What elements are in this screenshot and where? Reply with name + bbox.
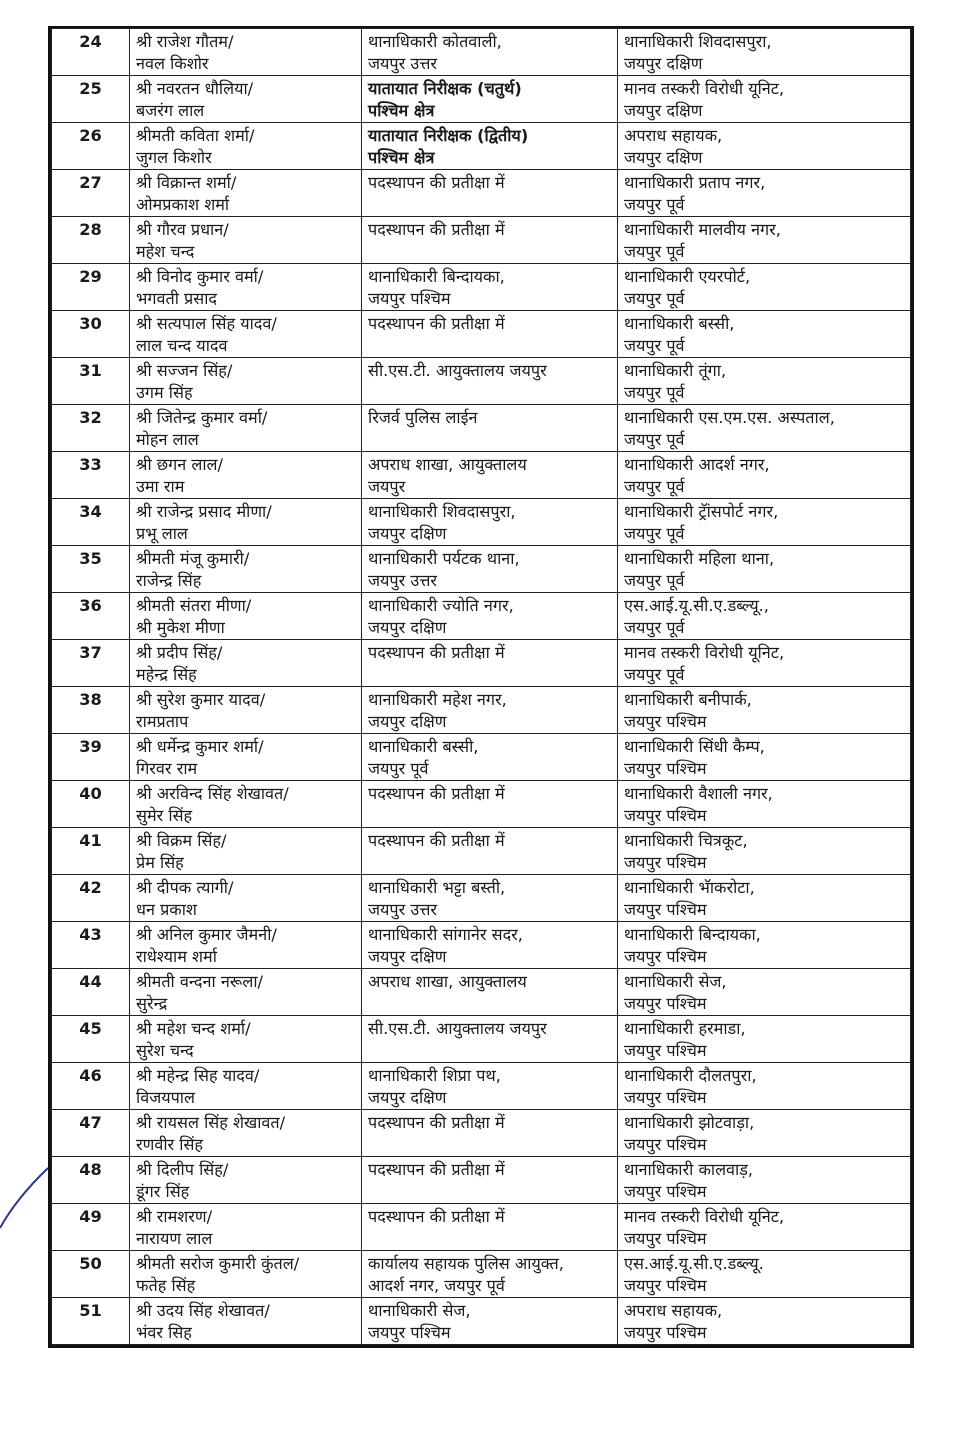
to-line: थानाधिकारी कालवाड़, bbox=[624, 1160, 754, 1179]
table-row bbox=[52, 123, 911, 170]
new-posting-cell bbox=[618, 452, 911, 499]
new-posting-cell bbox=[618, 875, 911, 922]
new-posting-cell bbox=[618, 640, 911, 687]
officer-name-cell bbox=[130, 358, 362, 405]
new-posting-cell bbox=[618, 405, 911, 452]
to-line: थानाधिकारी शिवदासपुरा, bbox=[624, 32, 772, 51]
name-line: श्री धर्मेन्द्र कुमार शर्मा/ bbox=[136, 737, 264, 756]
current-posting-cell bbox=[362, 1016, 618, 1063]
from-line: सी.एस.टी. आयुक्तालय जयपुर bbox=[368, 1019, 547, 1038]
name-line: श्री राजेन्द्र प्रसाद मीणा/ bbox=[136, 502, 272, 521]
posting-table bbox=[51, 28, 911, 1345]
from-line: पश्चिम क्षेत्र bbox=[368, 101, 435, 120]
name-line: सुमेर सिंह bbox=[136, 806, 193, 825]
name-line: धन प्रकाश bbox=[136, 900, 197, 919]
name-line: श्री अनिल कुमार जैमनी/ bbox=[136, 925, 277, 944]
to-line: जयपुर पश्चिम bbox=[624, 1088, 707, 1107]
officer-name-cell bbox=[130, 123, 362, 170]
serial-number: 35 bbox=[52, 546, 130, 593]
to-line: जयपुर पश्चिम bbox=[624, 1135, 707, 1154]
serial-number: 41 bbox=[52, 828, 130, 875]
from-line: थानाधिकारी कोतवाली, bbox=[368, 32, 502, 51]
new-posting-cell bbox=[618, 311, 911, 358]
serial-number: 25 bbox=[52, 76, 130, 123]
to-line: जयपुर पश्चिम bbox=[624, 853, 707, 872]
serial-number: 51 bbox=[52, 1298, 130, 1345]
new-posting-cell bbox=[618, 217, 911, 264]
to-line: मानव तस्करी विरोधी यूनिट, bbox=[624, 79, 785, 98]
from-line: थानाधिकारी शिवदासपुरा, bbox=[368, 502, 516, 521]
serial-number: 39 bbox=[52, 734, 130, 781]
from-line: जयपुर दक्षिण bbox=[368, 524, 447, 543]
table-row bbox=[52, 546, 911, 593]
serial-number: 37 bbox=[52, 640, 130, 687]
table-row bbox=[52, 687, 911, 734]
from-line: जयपुर पश्चिम bbox=[368, 1323, 451, 1342]
to-line: जयपुर पश्चिम bbox=[624, 1323, 707, 1342]
from-line: पदस्थापन की प्रतीक्षा में bbox=[368, 1160, 505, 1179]
current-posting-cell bbox=[362, 1063, 618, 1110]
to-line: अपराध सहायक, bbox=[624, 126, 723, 145]
name-line: उमा राम bbox=[136, 477, 185, 496]
officer-name-cell bbox=[130, 781, 362, 828]
to-line: एस.आई.यू.सी.ए.डब्ल्यू. bbox=[624, 1254, 764, 1273]
to-line: थानाधिकारी झोटवाड़ा, bbox=[624, 1113, 755, 1132]
current-posting-cell bbox=[362, 922, 618, 969]
current-posting-cell bbox=[362, 687, 618, 734]
serial-number: 27 bbox=[52, 170, 130, 217]
table-row bbox=[52, 1298, 911, 1345]
to-line: जयपुर पूर्व bbox=[624, 618, 685, 637]
from-line: जयपुर पश्चिम bbox=[368, 289, 451, 308]
table-row bbox=[52, 358, 911, 405]
from-line: जयपुर दक्षिण bbox=[368, 947, 447, 966]
current-posting-cell bbox=[362, 593, 618, 640]
officer-name-cell bbox=[130, 593, 362, 640]
name-line: श्री नवरतन धौलिया/ bbox=[136, 79, 254, 98]
new-posting-cell bbox=[618, 1157, 911, 1204]
serial-number: 36 bbox=[52, 593, 130, 640]
serial-number: 40 bbox=[52, 781, 130, 828]
to-line: जयपुर पश्चिम bbox=[624, 806, 707, 825]
to-line: थानाधिकारी वैशाली नगर, bbox=[624, 784, 773, 803]
from-line: जयपुर उत्तर bbox=[368, 900, 438, 919]
current-posting-cell bbox=[362, 1251, 618, 1298]
to-line: थानाधिकारी आदर्श नगर, bbox=[624, 455, 770, 474]
table-row bbox=[52, 76, 911, 123]
name-line: श्री महेन्द्र सिह यादव/ bbox=[136, 1066, 260, 1085]
officer-name-cell bbox=[130, 734, 362, 781]
to-line: एस.आई.यू.सी.ए.डब्ल्यू., bbox=[624, 596, 769, 615]
serial-number: 26 bbox=[52, 123, 130, 170]
from-line: अपराध शाखा, आयुक्तालय bbox=[368, 972, 527, 991]
name-line: भंवर सिह bbox=[136, 1323, 192, 1342]
to-line: थानाधिकारी सेज, bbox=[624, 972, 727, 991]
name-line: श्री सज्जन सिंह/ bbox=[136, 361, 233, 380]
table-row bbox=[52, 170, 911, 217]
officer-name-cell bbox=[130, 875, 362, 922]
name-line: श्री राजेश गौतम/ bbox=[136, 32, 234, 51]
to-line: थानाधिकारी चित्रकूट, bbox=[624, 831, 748, 850]
to-line: थानाधिकारी भॅाकरोटा, bbox=[624, 878, 755, 897]
from-line: पदस्थापन की प्रतीक्षा में bbox=[368, 643, 505, 662]
from-line: जयपुर उत्तर bbox=[368, 54, 438, 73]
from-line: पदस्थापन की प्रतीक्षा में bbox=[368, 220, 505, 239]
current-posting-cell bbox=[362, 1157, 618, 1204]
to-line: जयपुर पश्चिम bbox=[624, 1276, 707, 1295]
name-line: श्री प्रदीप सिंह/ bbox=[136, 643, 223, 662]
from-line: थानाधिकारी पर्यटक थाना, bbox=[368, 549, 520, 568]
serial-number: 43 bbox=[52, 922, 130, 969]
current-posting-cell bbox=[362, 969, 618, 1016]
new-posting-cell bbox=[618, 358, 911, 405]
to-line: जयपुर दक्षिण bbox=[624, 148, 703, 167]
name-line: राजेन्द्र सिंह bbox=[136, 571, 202, 590]
new-posting-cell bbox=[618, 781, 911, 828]
to-line: थानाधिकारी एस.एम.एस. अस्पताल, bbox=[624, 408, 835, 427]
current-posting-cell bbox=[362, 76, 618, 123]
to-line: जयपुर पूर्व bbox=[624, 289, 685, 308]
from-line: पश्चिम क्षेत्र bbox=[368, 148, 435, 167]
serial-number: 42 bbox=[52, 875, 130, 922]
table-row bbox=[52, 1157, 911, 1204]
to-line: जयपुर पूर्व bbox=[624, 242, 685, 261]
from-line: जयपुर दक्षिण bbox=[368, 1088, 447, 1107]
current-posting-cell bbox=[362, 828, 618, 875]
table-row bbox=[52, 1016, 911, 1063]
to-line: थानाधिकारी सिंधी कैम्प, bbox=[624, 737, 765, 756]
current-posting-cell bbox=[362, 1298, 618, 1345]
current-posting-cell bbox=[362, 781, 618, 828]
table-row bbox=[52, 1110, 911, 1157]
name-line: ओमप्रकाश शर्मा bbox=[136, 195, 230, 214]
new-posting-cell bbox=[618, 922, 911, 969]
from-line: थानाधिकारी सेज, bbox=[368, 1301, 471, 1320]
name-line: श्री मुकेश मीणा bbox=[136, 618, 225, 637]
name-line: श्री गौरव प्रधान/ bbox=[136, 220, 229, 239]
to-line: जयपुर पश्चिम bbox=[624, 712, 707, 731]
to-line: थानाधिकारी हरमाडा, bbox=[624, 1019, 746, 1038]
table-row bbox=[52, 217, 911, 264]
serial-number: 24 bbox=[52, 29, 130, 76]
officer-name-cell bbox=[130, 1298, 362, 1345]
from-line: थानाधिकारी भट्टा बस्ती, bbox=[368, 878, 506, 897]
officer-name-cell bbox=[130, 640, 362, 687]
table-row bbox=[52, 781, 911, 828]
to-line: जयपुर पश्चिम bbox=[624, 1041, 707, 1060]
to-line: जयपुर पश्चिम bbox=[624, 947, 707, 966]
to-line: जयपुर पूर्व bbox=[624, 665, 685, 684]
table-row bbox=[52, 593, 911, 640]
officer-name-cell bbox=[130, 217, 362, 264]
serial-number: 28 bbox=[52, 217, 130, 264]
from-line: जयपुर पूर्व bbox=[368, 759, 429, 778]
current-posting-cell bbox=[362, 170, 618, 217]
name-line: रामप्रताप bbox=[136, 712, 189, 731]
to-line: थानाधिकारी दौलतपुरा, bbox=[624, 1066, 757, 1085]
current-posting-cell bbox=[362, 1204, 618, 1251]
name-line: प्रभू लाल bbox=[136, 524, 188, 543]
serial-number: 29 bbox=[52, 264, 130, 311]
from-line: थानाधिकारी ज्योति नगर, bbox=[368, 596, 514, 615]
officer-name-cell bbox=[130, 311, 362, 358]
serial-number: 33 bbox=[52, 452, 130, 499]
name-line: जुगल किशोर bbox=[136, 148, 212, 167]
table-row bbox=[52, 1204, 911, 1251]
new-posting-cell bbox=[618, 734, 911, 781]
officer-name-cell bbox=[130, 76, 362, 123]
current-posting-cell bbox=[362, 264, 618, 311]
name-line: भगवती प्रसाद bbox=[136, 289, 217, 308]
officer-name-cell bbox=[130, 1063, 362, 1110]
officer-name-cell bbox=[130, 1204, 362, 1251]
serial-number: 32 bbox=[52, 405, 130, 452]
name-line: नारायण लाल bbox=[136, 1229, 213, 1248]
current-posting-cell bbox=[362, 217, 618, 264]
serial-number: 46 bbox=[52, 1063, 130, 1110]
to-line: थानाधिकारी महिला थाना, bbox=[624, 549, 775, 568]
officer-name-cell bbox=[130, 546, 362, 593]
serial-number: 31 bbox=[52, 358, 130, 405]
officer-name-cell bbox=[130, 1157, 362, 1204]
current-posting-cell bbox=[362, 546, 618, 593]
from-line: पदस्थापन की प्रतीक्षा में bbox=[368, 1113, 505, 1132]
current-posting-cell bbox=[362, 640, 618, 687]
officer-name-cell bbox=[130, 1016, 362, 1063]
to-line: थानाधिकारी एयरपोर्ट, bbox=[624, 267, 751, 286]
table-row bbox=[52, 29, 911, 76]
name-line: गिरवर राम bbox=[136, 759, 198, 778]
to-line: जयपुर दक्षिण bbox=[624, 54, 703, 73]
to-line: जयपुर पश्चिम bbox=[624, 994, 707, 1013]
officer-name-cell bbox=[130, 922, 362, 969]
current-posting-cell bbox=[362, 29, 618, 76]
to-line: जयपुर पश्चिम bbox=[624, 1229, 707, 1248]
to-line: थानाधिकारी बिन्दायका, bbox=[624, 925, 761, 944]
table-row bbox=[52, 405, 911, 452]
officer-name-cell bbox=[130, 1251, 362, 1298]
from-line: पदस्थापन की प्रतीक्षा में bbox=[368, 784, 505, 803]
name-line: डूंगर सिंह bbox=[136, 1182, 190, 1201]
posting-table-body bbox=[52, 29, 911, 1345]
name-line: श्री दीपक त्यागी/ bbox=[136, 878, 234, 897]
from-line: अपराध शाखा, आयुक्तालय bbox=[368, 455, 527, 474]
current-posting-cell bbox=[362, 499, 618, 546]
from-line: आदर्श नगर, जयपुर पूर्व bbox=[368, 1276, 505, 1295]
to-line: जयपुर पूर्व bbox=[624, 195, 685, 214]
table-row bbox=[52, 640, 911, 687]
from-line: पदस्थापन की प्रतीक्षा में bbox=[368, 1207, 505, 1226]
new-posting-cell bbox=[618, 264, 911, 311]
name-line: मोहन लाल bbox=[136, 430, 199, 449]
new-posting-cell bbox=[618, 1063, 911, 1110]
serial-number: 38 bbox=[52, 687, 130, 734]
serial-number: 47 bbox=[52, 1110, 130, 1157]
name-line: श्री सत्यपाल सिंह यादव/ bbox=[136, 314, 277, 333]
to-line: जयपुर पूर्व bbox=[624, 477, 685, 496]
new-posting-cell bbox=[618, 76, 911, 123]
name-line: सुरेन्द्र bbox=[136, 994, 168, 1013]
officer-name-cell bbox=[130, 828, 362, 875]
to-line: जयपुर पूर्व bbox=[624, 383, 685, 402]
to-line: जयपुर पश्चिम bbox=[624, 759, 707, 778]
name-line: श्रीमती सरोज कुमारी कुंतल/ bbox=[136, 1254, 300, 1273]
from-line: जयपुर उत्तर bbox=[368, 571, 438, 590]
from-line: यातायात निरीक्षक (चतुर्थ) bbox=[368, 79, 522, 98]
current-posting-cell bbox=[362, 405, 618, 452]
from-line: रिजर्व पुलिस लाईन bbox=[368, 408, 478, 427]
officer-name-cell bbox=[130, 687, 362, 734]
from-line: जयपुर दक्षिण bbox=[368, 712, 447, 731]
serial-number: 44 bbox=[52, 969, 130, 1016]
table-row bbox=[52, 922, 911, 969]
name-line: फतेह सिंह bbox=[136, 1276, 196, 1295]
to-line: जयपुर पूर्व bbox=[624, 571, 685, 590]
from-line: कार्यालय सहायक पुलिस आयुक्त, bbox=[368, 1254, 564, 1273]
officer-name-cell bbox=[130, 1110, 362, 1157]
name-line: श्री सुरेश कुमार यादव/ bbox=[136, 690, 266, 709]
to-line: थानाधिकारी मालवीय नगर, bbox=[624, 220, 781, 239]
table-row bbox=[52, 734, 911, 781]
to-line: जयपुर पूर्व bbox=[624, 336, 685, 355]
table-row bbox=[52, 499, 911, 546]
name-line: श्रीमती संतरा मीणा/ bbox=[136, 596, 252, 615]
to-line: जयपुर पूर्व bbox=[624, 430, 685, 449]
from-line: पदस्थापन की प्रतीक्षा में bbox=[368, 831, 505, 850]
from-line: थानाधिकारी महेश नगर, bbox=[368, 690, 507, 709]
name-line: श्रीमती मंजू कुमारी/ bbox=[136, 549, 250, 568]
name-line: श्री विक्रम सिंह/ bbox=[136, 831, 227, 850]
name-line: महेन्द्र सिंह bbox=[136, 665, 197, 684]
new-posting-cell bbox=[618, 593, 911, 640]
name-line: श्री उदय सिंह शेखावत/ bbox=[136, 1301, 270, 1320]
to-line: मानव तस्करी विरोधी यूनिट, bbox=[624, 1207, 785, 1226]
from-line: जयपुर दक्षिण bbox=[368, 618, 447, 637]
serial-number: 45 bbox=[52, 1016, 130, 1063]
new-posting-cell bbox=[618, 1204, 911, 1251]
name-line: श्री जितेन्द्र कुमार वर्मा/ bbox=[136, 408, 268, 427]
new-posting-cell bbox=[618, 969, 911, 1016]
to-line: थानाधिकारी बस्सी, bbox=[624, 314, 735, 333]
officer-name-cell bbox=[130, 170, 362, 217]
posting-list-sheet bbox=[48, 26, 914, 1348]
table-row bbox=[52, 875, 911, 922]
table-row bbox=[52, 311, 911, 358]
officer-name-cell bbox=[130, 499, 362, 546]
pen-mark bbox=[0, 1160, 60, 1230]
table-row bbox=[52, 969, 911, 1016]
name-line: श्री छगन लाल/ bbox=[136, 455, 223, 474]
officer-name-cell bbox=[130, 969, 362, 1016]
name-line: रणवीर सिंह bbox=[136, 1135, 204, 1154]
from-line: पदस्थापन की प्रतीक्षा में bbox=[368, 173, 505, 192]
name-line: प्रेम सिंह bbox=[136, 853, 184, 872]
to-line: थानाधिकारी ट्रॅांसपोर्ट नगर, bbox=[624, 502, 779, 521]
serial-number: 49 bbox=[52, 1204, 130, 1251]
new-posting-cell bbox=[618, 828, 911, 875]
name-line: श्री रायसल सिंह शेखावत/ bbox=[136, 1113, 286, 1132]
current-posting-cell bbox=[362, 1110, 618, 1157]
serial-number: 48 bbox=[52, 1157, 130, 1204]
from-line: थानाधिकारी बस्सी, bbox=[368, 737, 479, 756]
to-line: मानव तस्करी विरोधी यूनिट, bbox=[624, 643, 785, 662]
to-line: थानाधिकारी तूंगा, bbox=[624, 361, 727, 380]
from-line: जयपुर bbox=[368, 477, 406, 496]
table-row bbox=[52, 1251, 911, 1298]
officer-name-cell bbox=[130, 452, 362, 499]
to-line: जयपुर पश्चिम bbox=[624, 1182, 707, 1201]
new-posting-cell bbox=[618, 170, 911, 217]
to-line: जयपुर पूर्व bbox=[624, 524, 685, 543]
new-posting-cell bbox=[618, 1298, 911, 1345]
new-posting-cell bbox=[618, 29, 911, 76]
from-line: थानाधिकारी बिन्दायका, bbox=[368, 267, 505, 286]
to-line: अपराध सहायक, bbox=[624, 1301, 723, 1320]
table-row bbox=[52, 1063, 911, 1110]
name-line: बजरंग लाल bbox=[136, 101, 205, 120]
name-line: श्री रामशरण/ bbox=[136, 1207, 213, 1226]
name-line: उगम सिंह bbox=[136, 383, 193, 402]
current-posting-cell bbox=[362, 734, 618, 781]
to-line: जयपुर पश्चिम bbox=[624, 900, 707, 919]
to-line: थानाधिकारी बनीपार्क, bbox=[624, 690, 752, 709]
from-line: सी.एस.टी. आयुक्तालय जयपुर bbox=[368, 361, 547, 380]
name-line: राधेश्याम शर्मा bbox=[136, 947, 217, 966]
new-posting-cell bbox=[618, 1110, 911, 1157]
current-posting-cell bbox=[362, 358, 618, 405]
name-line: श्री विक्रान्त शर्मा/ bbox=[136, 173, 237, 192]
name-line: श्रीमती वन्दना नरूला/ bbox=[136, 972, 264, 991]
name-line: श्री महेश चन्द शर्मा/ bbox=[136, 1019, 251, 1038]
new-posting-cell bbox=[618, 546, 911, 593]
from-line: पदस्थापन की प्रतीक्षा में bbox=[368, 314, 505, 333]
officer-name-cell bbox=[130, 264, 362, 311]
new-posting-cell bbox=[618, 687, 911, 734]
name-line: श्रीमती कविता शर्मा/ bbox=[136, 126, 255, 145]
name-line: श्री अरविन्द सिंह शेखावत/ bbox=[136, 784, 289, 803]
serial-number: 50 bbox=[52, 1251, 130, 1298]
name-line: नवल किशोर bbox=[136, 54, 209, 73]
officer-name-cell bbox=[130, 405, 362, 452]
to-line: थानाधिकारी प्रताप नगर, bbox=[624, 173, 766, 192]
new-posting-cell bbox=[618, 1251, 911, 1298]
name-line: सुरेश चन्द bbox=[136, 1041, 194, 1060]
name-line: श्री विनोद कुमार वर्मा/ bbox=[136, 267, 264, 286]
officer-name-cell bbox=[130, 29, 362, 76]
table-row bbox=[52, 264, 911, 311]
serial-number: 30 bbox=[52, 311, 130, 358]
from-line: यातायात निरीक्षक (द्वितीय) bbox=[368, 126, 529, 145]
name-line: विजयपाल bbox=[136, 1088, 195, 1107]
table-row bbox=[52, 452, 911, 499]
new-posting-cell bbox=[618, 123, 911, 170]
current-posting-cell bbox=[362, 452, 618, 499]
table-row bbox=[52, 828, 911, 875]
from-line: थानाधिकारी शिप्रा पथ, bbox=[368, 1066, 501, 1085]
current-posting-cell bbox=[362, 123, 618, 170]
name-line: श्री दिलीप सिंह/ bbox=[136, 1160, 229, 1179]
new-posting-cell bbox=[618, 499, 911, 546]
name-line: लाल चन्द यादव bbox=[136, 336, 228, 355]
serial-number: 34 bbox=[52, 499, 130, 546]
current-posting-cell bbox=[362, 875, 618, 922]
current-posting-cell bbox=[362, 311, 618, 358]
name-line: महेश चन्द bbox=[136, 242, 195, 261]
new-posting-cell bbox=[618, 1016, 911, 1063]
to-line: जयपुर दक्षिण bbox=[624, 101, 703, 120]
from-line: थानाधिकारी सांगानेर सदर, bbox=[368, 925, 523, 944]
